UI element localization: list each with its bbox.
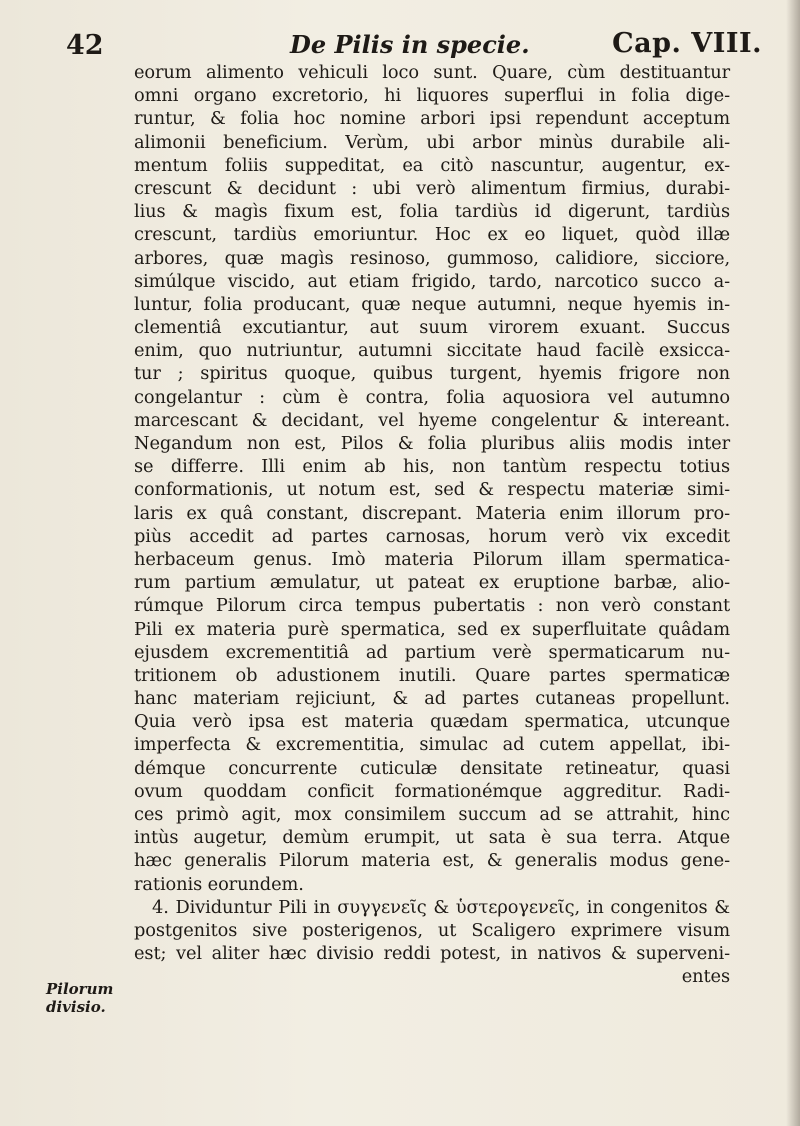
- text-line: Quia verò ipsa est materia quædam spermatica, utcunque: [134, 711, 730, 733]
- text-line: intùs augetur, demùm erumpit, ut sata è sua terra. Atque: [134, 827, 730, 849]
- page-header: [66, 26, 768, 66]
- text-line: herbaceum genus. Imò materia Pilorum illam spermatica-: [134, 548, 730, 570]
- text-line: conformationis, ut notum est, sed & respectu materiæ simi-: [134, 479, 730, 501]
- text-line: marcescant & decidant, vel hyeme congelentur & intereant.: [134, 409, 730, 431]
- text-line: 4. Dividuntur Pili in συγγενεῖς & ὑστερογενεῖς, in congenitos &: [152, 896, 730, 918]
- text-line: crescunt, tardiùs emoriuntur. Hoc ex eo liquet, quòd illæ: [134, 224, 730, 246]
- chapter-label: Cap. VIII.: [612, 28, 762, 59]
- text-line: est; vel aliter hæc divisio reddi potest, in nativos & superveni-: [134, 943, 730, 965]
- text-line: hæc generalis Pilorum materia est, & generalis modus gene-: [134, 850, 730, 872]
- text-line: piùs accedit ad partes carnosas, horum verò vix excedit: [134, 525, 730, 547]
- text-line: laris ex quâ constant, discrepant. Materia enim illorum pro-: [134, 502, 730, 524]
- text-line: rum partium æmulatur, ut pateat ex eruptione barbæ, alio-: [134, 572, 730, 594]
- text-line: clementiâ excutiantur, aut suum virorem exuant. Succus: [134, 317, 730, 339]
- text-line: ejusdem excrementitiâ ad partium verè spermaticarum nu-: [134, 641, 730, 663]
- text-line: imperfecta & excrementitia, simulac ad cutem appellat, ibi-: [134, 734, 730, 756]
- catchword: entes: [681, 966, 730, 988]
- text-line: tritionem ob adustionem inutili. Quare partes spermaticæ: [134, 664, 730, 686]
- text-line: lius & magìs fixum est, folia tardiùs id digerunt, tardiùs: [134, 201, 730, 223]
- text-line: luntur, folia producant, quæ neque autumni, neque hyemis in-: [134, 293, 730, 315]
- page-number: 42: [66, 30, 104, 61]
- text-line: arbores, quæ magìs resinoso, gummoso, calidiore, sicciore,: [134, 247, 730, 269]
- text-line: ovum quoddam conficit formationémque aggreditur. Radi-: [134, 780, 730, 802]
- text-line: ces primò agit, mox consimilem succum ad se attrahit, hinc: [134, 804, 730, 825]
- text-line: rúmque Pilorum circa tempus pubertatis : non verò constant: [134, 595, 730, 617]
- text-line: mentum foliis suppeditat, ea citò nascuntur, augentur, ex-: [134, 154, 730, 176]
- text-line: alimonii beneficium. Verùm, ubi arbor minùs durabile ali-: [134, 131, 730, 153]
- text-line: omni organo excretorio, hi liquores superflui in folia dige-: [134, 85, 730, 107]
- text-line: Pili ex materia purè spermatica, sed ex superfluitate quâdam: [134, 618, 730, 640]
- margin-note-line: divisio.: [46, 998, 106, 1016]
- text-line: se differre. Illi enim ab his, non tantùm respectu totius: [134, 456, 730, 478]
- text-line: démque concurrente cuticulæ densitate retineatur, quasi: [134, 757, 730, 779]
- margin-note: [46, 980, 113, 1016]
- text-line: Negandum non est, Pilos & folia pluribus aliis modis inter: [134, 433, 730, 454]
- text-line: simúlque viscido, aut etiam frigido, tardo, narcotico succo a-: [134, 270, 730, 292]
- margin-note-line: Pilorum: [46, 980, 114, 998]
- text-line: enim, quo nutriuntur, autumni siccitate haud facilè exsicca-: [134, 340, 730, 362]
- text-line: tur ; spiritus quoque, quibus turgent, hyemis frigore non: [134, 363, 730, 385]
- running-title: De Pilis in specie.: [290, 30, 530, 59]
- text-line: eorum alimento vehiculi loco sunt. Quare, cùm destituantur: [134, 62, 730, 83]
- text-line: crescunt & decidunt : ubi verò alimentum firmius, durabi-: [134, 177, 730, 199]
- text-body: [134, 61, 730, 989]
- text-line: congelantur : cùm è contra, folia aquosiora vel autumno: [134, 386, 730, 408]
- text-line: rationis eorundem.: [134, 873, 304, 895]
- text-line: postgenitos sive posterigenos, ut Scaligero exprimere visum: [134, 919, 730, 941]
- text-line: hanc materiam rejiciunt, & ad partes cutaneas propellunt.: [134, 688, 730, 710]
- text-line: runtur, & folia hoc nomine arbori ipsi rependunt acceptum: [134, 108, 730, 130]
